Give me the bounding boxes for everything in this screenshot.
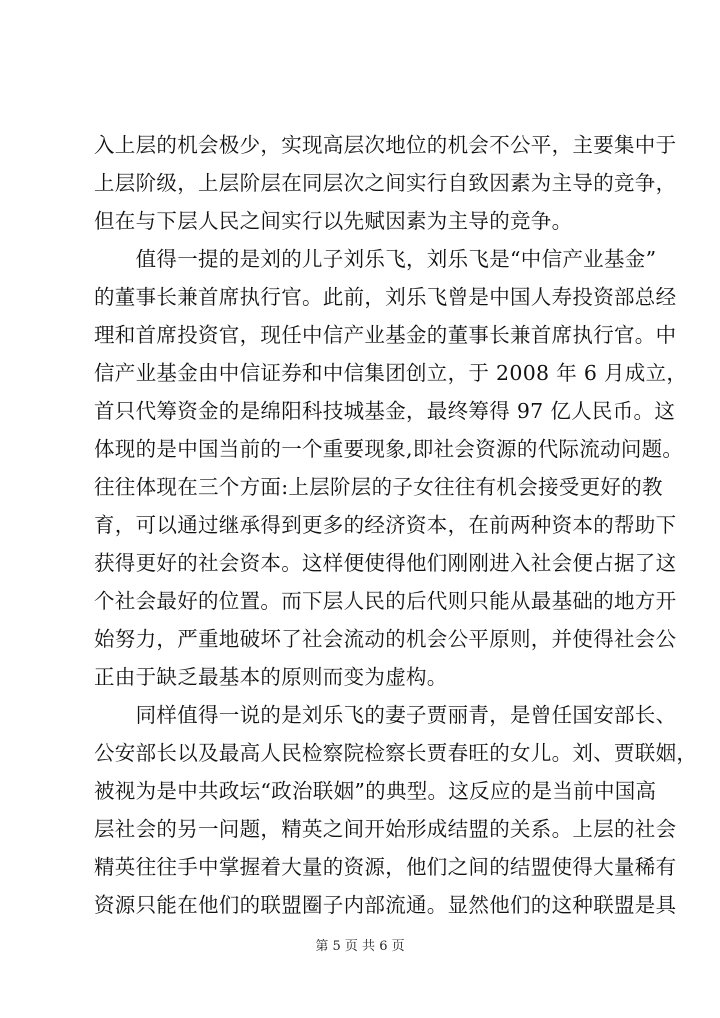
text-line: 的董事长兼首席执行官。此前，刘乐飞曾是中国人寿投资部总经 [94,285,677,309]
text-line: 育，可以通过继承得到更多的经济资本，在前两种资本的帮助下 [94,513,677,537]
text-line: 体现的是中国当前的一个重要现象,即社会资源的代际流动问题。 [94,437,684,461]
text-line: 正由于缺乏最基本的原则而变为虚构。 [94,665,448,689]
text-line: 同样值得一说的是刘乐飞的妻子贾丽青，是曾任国安部长、 [94,703,677,727]
text-line: 理和首席投资官，现任中信产业基金的董事长兼首席执行官。中 [94,323,677,347]
text-line: 被视为是中共政坛“政治联姻”的典型。这反应的是当前中国高 [94,779,657,803]
text-line: 获得更好的社会资本。这样便使得他们刚刚进入社会便占据了这 [94,551,677,575]
text-line: 但在与下层人民之间实行以先赋因素为主导的竞争。 [94,209,573,233]
text-line: 始努力，严重地破坏了社会流动的机会公平原则，并使得社会公 [94,627,677,651]
text-line: 精英往往手中掌握着大量的资源，他们之间的结盟使得大量稀有 [94,855,677,879]
text-line: 首只代筹资金的是绵阳科技城基金，最终筹得 97 亿人民币。这 [94,399,676,423]
text-line: 公安部长以及最高人民检察院检察长贾春旺的女儿。刘、贾联姻， [94,741,698,765]
text-line: 个社会最好的位置。而下层人民的后代则只能从最基础的地方开 [94,589,677,613]
text-line: 资源只能在他们的联盟圈子内部流通。显然他们的这种联盟是具 [94,893,677,917]
text-line: 值得一提的是刘的儿子刘乐飞，刘乐飞是“中信产业基金” [94,247,657,271]
text-line: 上层阶级，上层阶层在同层次之间实行自致因素为主导的竞争， [94,171,677,195]
text-line: 层社会的另一问题，精英之间开始形成结盟的关系。上层的社会 [94,817,677,841]
text-line: 往往体现在三个方面:上层阶层的子女往往有机会接受更好的教 [94,475,663,499]
text-line: 信产业基金由中信证券和中信集团创立，于 2008 年 6 月成立， [94,361,688,385]
page-number-footer: 第 5 页 共 6 页 [315,939,405,954]
text-line: 入上层的机会极少，实现高层次地位的机会不公平，主要集中于 [94,133,677,157]
